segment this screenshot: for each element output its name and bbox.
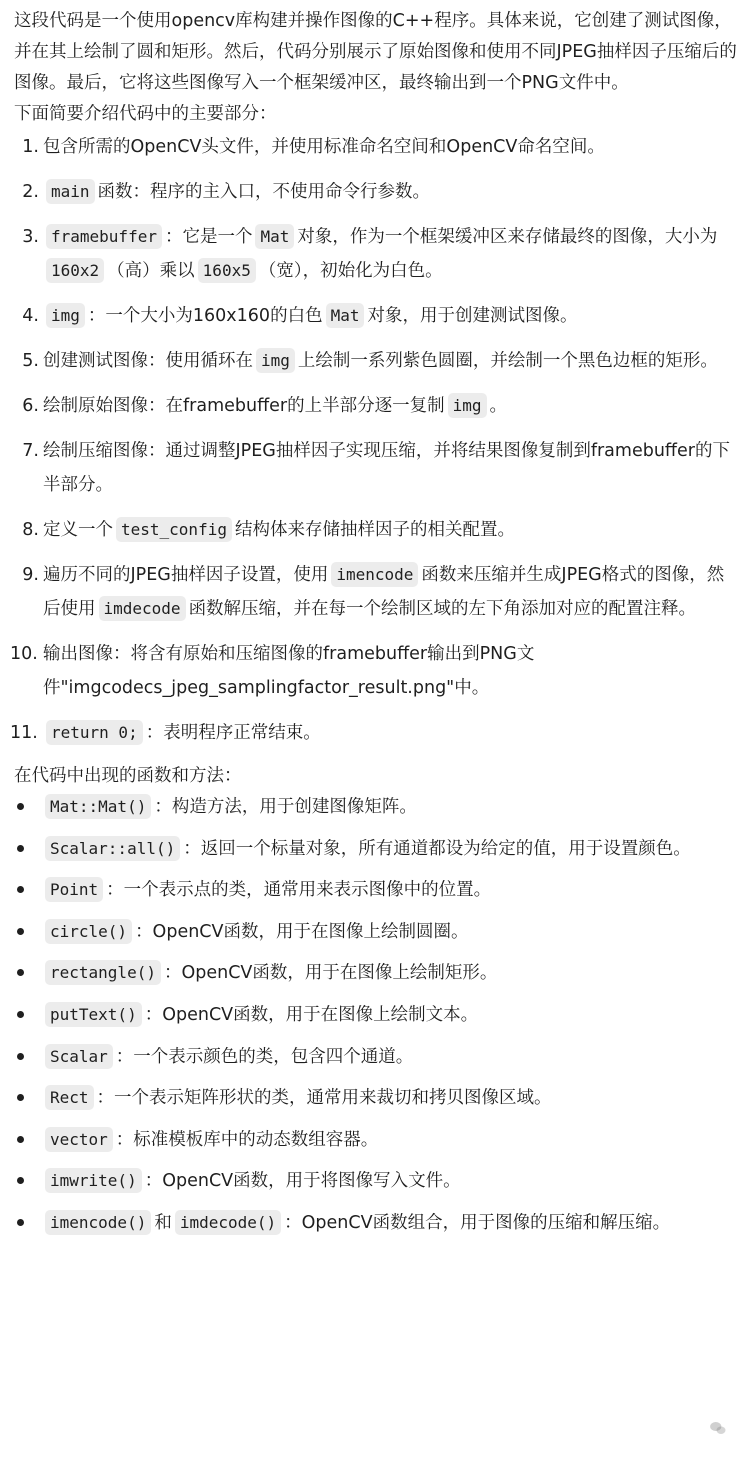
inline-code: putText() [45, 1002, 142, 1027]
list-item: rectangle() ：OpenCV函数，用于在图像上绘制矩形。 [14, 958, 737, 988]
list-item: 4. img ：一个大小为160x160的白色 Mat 对象，用于创建测试图像。 [14, 299, 737, 333]
list-item: 10. 输出图像：将含有原始和压缩图像的framebuffer输出到PNG文件"imgcodecs_jpeg_samplingfactor_result.png"中。 [10, 644, 535, 698]
inline-code: Scalar [45, 1044, 113, 1069]
inline-code: circle() [45, 919, 132, 944]
inline-code: 160x2 [46, 258, 104, 283]
list-item: imwrite() ：OpenCV函数，用于将图像写入文件。 [14, 1166, 737, 1196]
bullet-icon [17, 803, 24, 810]
inline-code: Mat::Mat() [45, 794, 151, 819]
inline-code: 160x5 [198, 258, 256, 283]
steps-lead: 下面简要介绍代码中的主要部分： [14, 104, 277, 124]
inline-code: img [448, 393, 487, 418]
intro-paragraph: 这段代码是一个使用opencv库构建并操作图像的C++程序。具体来说，它创建了测试图像，并在其上绘制了圆和矩形。然后，代码分别展示了原始图像和使用不同JPEG抽样因子压缩后的图像。最后，它将这些图像写入一个框架缓冲区，最终输出到一个PNG文件中。 [14, 11, 737, 93]
inline-code: test_config [116, 517, 232, 542]
inline-code: framebuffer [46, 224, 162, 249]
list-item: 11. return 0; ：表明程序正常结束。 [14, 716, 737, 750]
list-item: 2. main 函数：程序的主入口，不使用命令行参数。 [14, 175, 737, 209]
inline-code: Point [45, 877, 103, 902]
list-item: 6. 绘制原始图像：在framebuffer的上半部分逐一复制 img 。 [14, 389, 737, 423]
bullet-icon [17, 1094, 24, 1101]
bullet-icon [17, 1011, 24, 1018]
bullet-icon [17, 1219, 24, 1226]
list-item: 8. 定义一个 test_config 结构体来存储抽样因子的相关配置。 [14, 513, 737, 547]
inline-code: imwrite() [45, 1168, 142, 1193]
list-item: Scalar ：一个表示颜色的类，包含四个通道。 [14, 1042, 737, 1072]
list-item: Mat::Mat() ：构造方法，用于创建图像矩阵。 [14, 792, 737, 822]
inline-code: imdecode() [175, 1210, 281, 1235]
inline-code: imdecode [99, 596, 186, 621]
bullet-icon [17, 928, 24, 935]
inline-code: img [256, 348, 295, 373]
list-item: 9. 遍历不同的JPEG抽样因子设置，使用 imencode 函数来压缩并生成JPEG格式的图像，然后使用 imdecode 函数解压缩，并在每一个绘制区域的左下角添加对应的配置注释。 [14, 558, 737, 626]
funcs-list [14, 792, 737, 1238]
list-item: Rect ：一个表示矩阵形状的类，通常用来裁切和拷贝图像区域。 [14, 1083, 737, 1113]
inline-code: rectangle() [45, 960, 161, 985]
inline-code: Mat [326, 303, 365, 328]
list-item: 5. 创建测试图像：使用循环在 img 上绘制一系列紫色圆圈，并绘制一个黑色边框的矩形。 [14, 344, 737, 378]
steps-list [10, 130, 737, 750]
inline-code: main [46, 179, 95, 204]
list-item: circle() ：OpenCV函数，用于在图像上绘制圆圈。 [14, 917, 737, 947]
list-item: imencode() 和 imdecode() ：OpenCV函数组合，用于图像的压缩和解压缩。 [14, 1208, 737, 1238]
bullet-icon [17, 845, 24, 852]
wechat-icon [709, 1419, 727, 1437]
inline-code: Scalar::all() [45, 836, 180, 861]
list-item: vector ：标准模板库中的动态数组容器。 [14, 1125, 737, 1155]
list-item: 3. framebuffer ：它是一个 Mat 对象，作为一个框架缓冲区来存储最终的图像，大小为160x2 （高）乘以 160x5 （宽），初始化为白色。 [14, 220, 737, 288]
watermark [709, 1419, 727, 1437]
inline-code: img [46, 303, 85, 328]
list-item: Point ：一个表示点的类，通常用来表示图像中的位置。 [14, 875, 737, 905]
bullet-icon [17, 969, 24, 976]
bullet-icon [17, 1053, 24, 1060]
list-item: putText() ：OpenCV函数，用于在图像上绘制文本。 [14, 1000, 737, 1030]
inline-code: Rect [45, 1085, 94, 1110]
bullet-icon [17, 886, 24, 893]
bullet-icon [17, 1136, 24, 1143]
funcs-lead: 在代码中出现的函数和方法： [14, 766, 242, 786]
inline-code: imencode() [45, 1210, 151, 1235]
list-item: Scalar::all() ：返回一个标量对象，所有通道都设为给定的值，用于设置颜色。 [14, 834, 737, 864]
inline-code: return 0; [46, 720, 143, 745]
inline-code: Mat [255, 224, 294, 249]
inline-code: vector [45, 1127, 113, 1152]
list-item: 1. 包含所需的OpenCV头文件，并使用标准命名空间和OpenCV命名空间。 [22, 137, 605, 157]
bullet-icon [17, 1177, 24, 1184]
list-item: 7. 绘制压缩图像：通过调整JPEG抽样因子实现压缩，并将结果图像复制到framebuffer的下半部分。 [22, 441, 730, 495]
inline-code: imencode [331, 562, 418, 587]
